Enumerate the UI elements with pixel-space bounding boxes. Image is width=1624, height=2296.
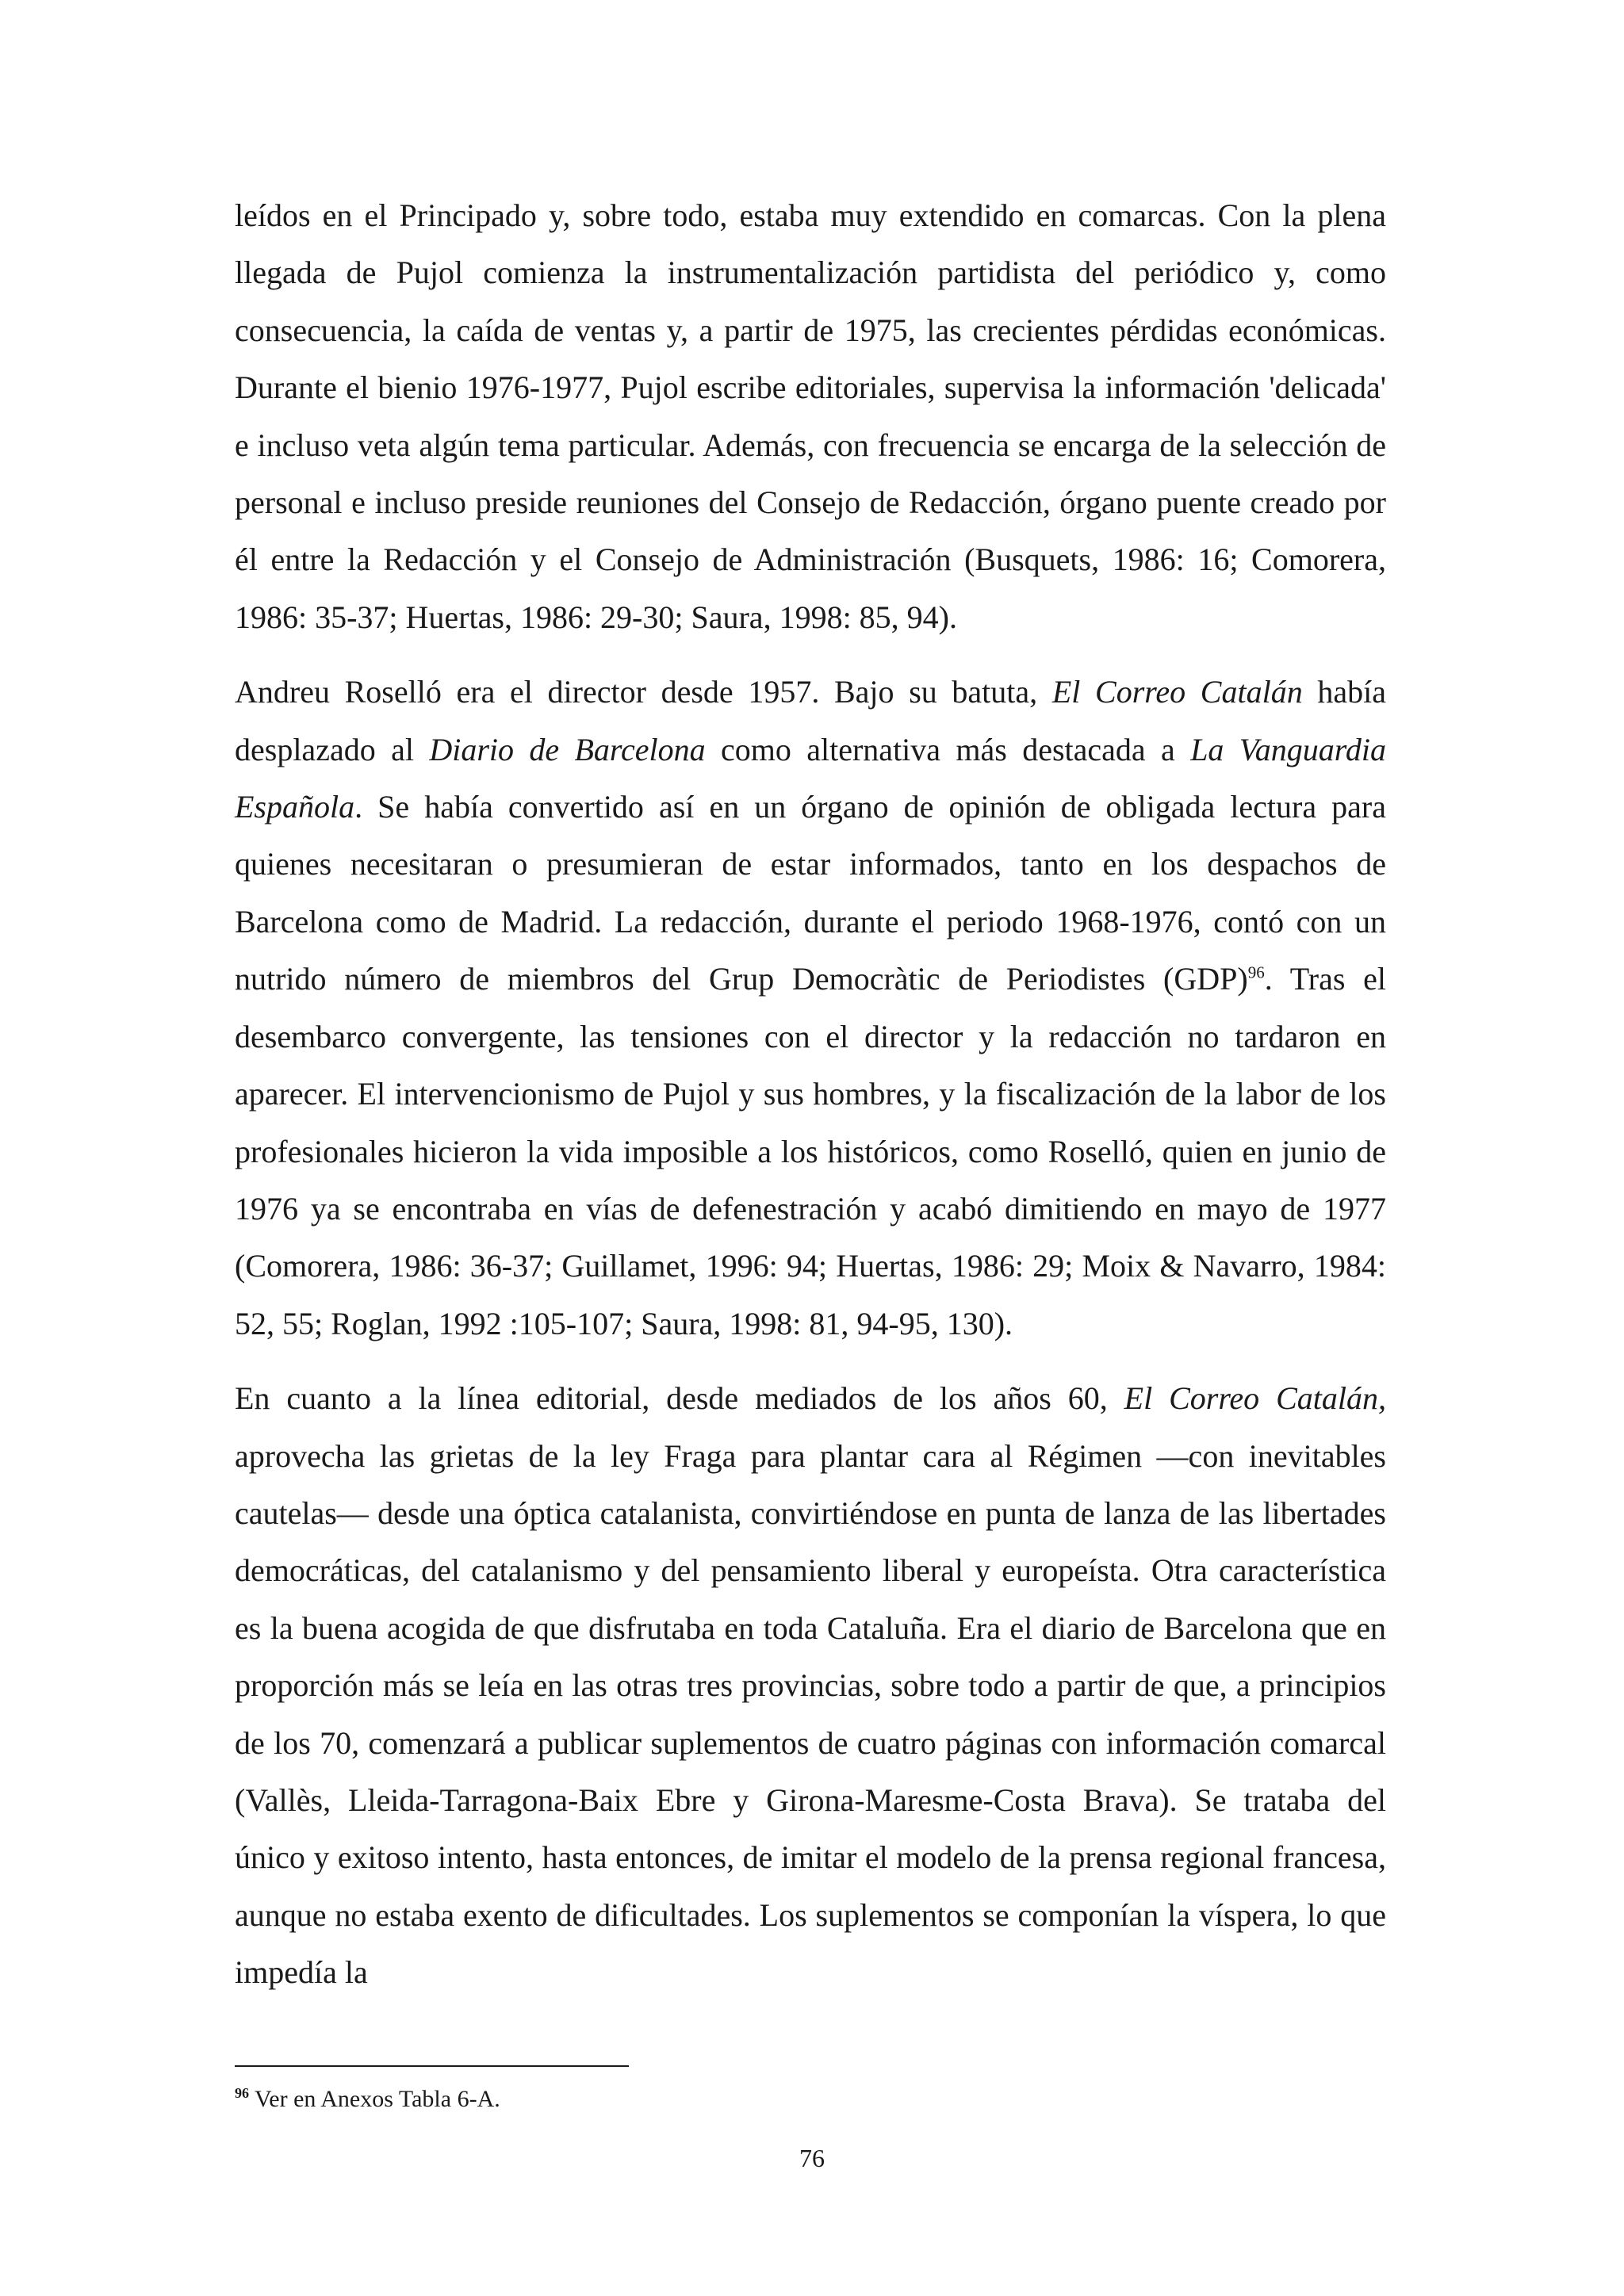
text-run: . Tras el desembarco convergente, las tensiones con el director y la redacción no tardaron en aparecer. El intervencionismo de Pujol y sus hombres, y la fiscalización de la labor de los profesionales hicieron la vida imposible a los históricos, como Roselló, quien en junio de 1976 ya se encontraba en vías de defenestración y acabó dimitiendo en mayo de 1977 (Comorera, 1986: 36-37; Guillamet, 1996: 94; Huertas, 1986: 29; Moix & Navarro, 1984: 52, 55; Roglan, 1992 :105-107; Saura, 1998: 81, 94-95, 130).: [235, 961, 1386, 1341]
document-body: [235, 187, 1386, 2019]
text-run: . Se había convertido así en un órgano de opinión de obligada lectura para quienes necesitaran o presumieran de estar informados, tanto en los despachos de Barcelona como de Madrid. La redacción, durante el periodo 1968-1976, contó con un nutrido número de miembros del Grup Democràtic de Periodistes (GDP): [235, 789, 1386, 997]
text-run: aprovecha las grietas de la ley Fraga para plantar cara al Régimen —con inevitables cautelas— desde una óptica catalanista, convirtiéndose en punta de lanza de las libertades democráticas, del catalanismo y del pensamiento liberal y europeísta. Otra característica es la buena acogida de que disfrutaba en toda Cataluña. Era el diario de Barcelona que en proporción más se leía en las otras tres provincias, sobre todo a partir de que, a principios de los 70, comenzará a publicar suplementos de cuatro páginas con información comarcal (Vallès, Lleida-Tarragona-Baix Ebre y Girona-Maresme-Costa Brava). Se trataba del único y exitoso intento, hasta entonces, de imitar el modelo de la prensa regional francesa, aunque no estaba exento de dificultades. Los suplementos se componían la víspera, lo que impedía la: [235, 1437, 1386, 1991]
footnote-separator: [235, 2065, 629, 2067]
text-run: como alternativa más destacada a: [705, 731, 1191, 767]
text-run: Andreu Roselló era el director desde 1957. Bajo su batuta,: [235, 674, 1052, 710]
text-run: leídos en el Principado y, sobre todo, estaba muy extendido en comarcas. Con la plena llegada de Pujol comienza la instrumentalización partidista del periódico y, como consecuencia, la caída de ventas y, a partir de 1975, las crecientes pérdidas económicas. Durante el bienio 1976-1977, Pujol escribe editoriales, supervisa la información 'delicada' e incluso veta algún tema particular. Además, con frecuencia se encarga de la selección de personal e incluso preside reuniones del Consejo de Redacción, órgano puente creado por él entre la Redacción y el Consejo de Administración (Busquets, 1986: 16; Comorera, 1986: 35-37; Huertas, 1986: 29-30; Saura, 1998: 85, 94).: [235, 197, 1386, 635]
footnote: [235, 2085, 500, 2114]
text-run: había desplazado al: [235, 674, 1386, 767]
footnote-reference: 96: [1247, 962, 1265, 982]
italic-title: Diario de Barcelona: [429, 731, 706, 767]
footnote-number: 96: [235, 2085, 249, 2101]
text-run: En cuanto a la línea editorial, desde mediados de los años 60,: [235, 1380, 1124, 1417]
paragraph-2: [235, 664, 1386, 1353]
paragraph-3: [235, 1370, 1386, 2001]
footnote-text: Ver en Anexos Tabla 6-A.: [249, 2086, 500, 2112]
italic-title: La Vanguardia Española: [235, 731, 1387, 825]
page-number: 76: [799, 2144, 825, 2172]
paragraph-1: [235, 187, 1386, 646]
italic-title: El Correo Catalán,: [1124, 1380, 1386, 1417]
italic-title: El Correo Catalán: [1051, 674, 1303, 710]
